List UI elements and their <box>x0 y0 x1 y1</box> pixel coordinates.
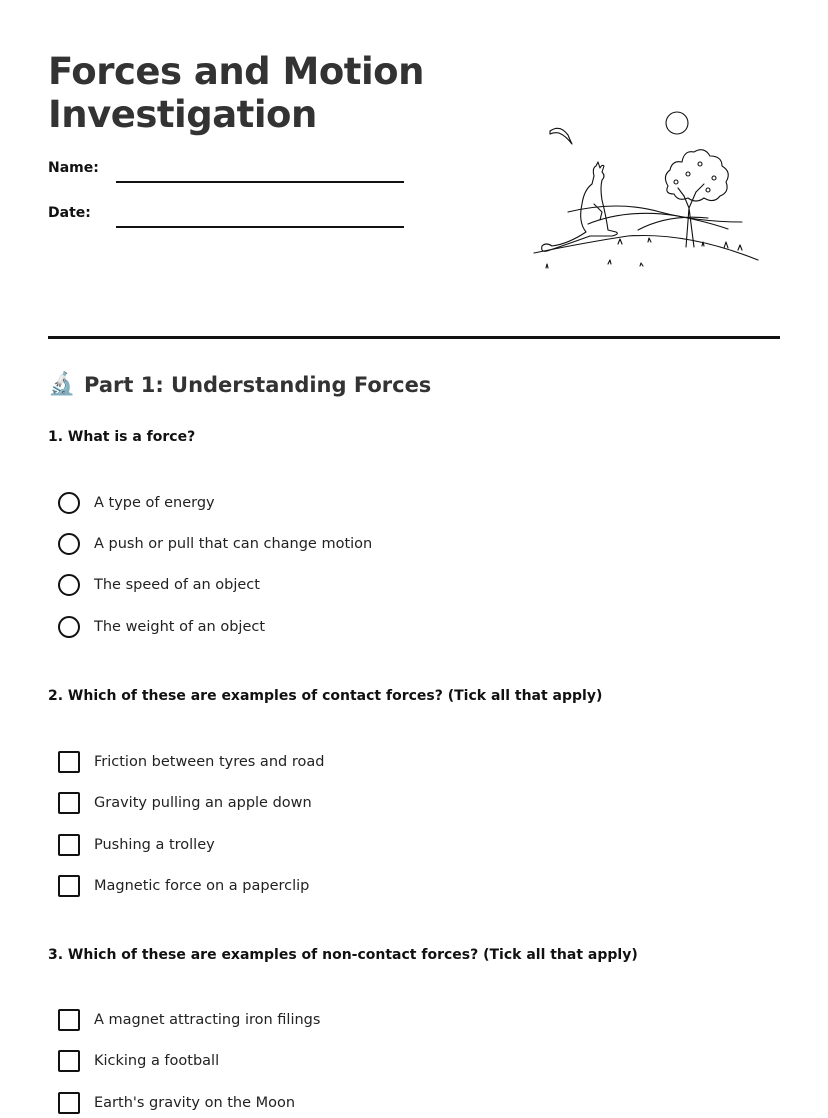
title-line-1: Forces and Motion <box>48 50 424 93</box>
name-line[interactable] <box>116 181 404 183</box>
radio-button[interactable] <box>58 616 80 638</box>
checkbox[interactable] <box>58 751 80 773</box>
question-2-option[interactable] <box>58 750 324 774</box>
kangaroo-landscape-illustration <box>528 104 764 274</box>
section-divider <box>48 336 780 339</box>
question-3-option[interactable] <box>58 1049 219 1073</box>
worksheet-title <box>48 50 424 136</box>
question-2-option[interactable] <box>58 791 312 815</box>
question-2-option[interactable] <box>58 833 215 857</box>
date-line[interactable] <box>116 226 404 228</box>
checkbox[interactable] <box>58 792 80 814</box>
question-3-option[interactable] <box>58 1091 295 1115</box>
option-label: The speed of an object <box>94 577 260 593</box>
option-label: Magnetic force on a paperclip <box>94 878 310 894</box>
question-2: 2. Which of these are examples of contact forces? (Tick all that apply) <box>48 688 603 704</box>
question-1-option[interactable] <box>58 532 372 556</box>
boomerang-icon <box>550 128 572 144</box>
option-label: Gravity pulling an apple down <box>94 795 312 811</box>
title-line-2: Investigation <box>48 93 317 136</box>
section-heading <box>48 372 431 397</box>
date-label: Date: <box>48 205 91 221</box>
question-3: 3. Which of these are examples of non-contact forces? (Tick all that apply) <box>48 947 638 963</box>
option-label: A type of energy <box>94 495 215 511</box>
option-label: A push or pull that can change motion <box>94 536 373 552</box>
checkbox[interactable] <box>58 834 80 856</box>
question-1: 1. What is a force? <box>48 429 196 445</box>
question-1-option[interactable] <box>58 615 265 639</box>
radio-button[interactable] <box>58 574 80 596</box>
question-2-option[interactable] <box>58 874 309 898</box>
checkbox[interactable] <box>58 875 80 897</box>
question-3-option[interactable] <box>58 1008 320 1032</box>
name-label: Name: <box>48 160 99 176</box>
checkbox[interactable] <box>58 1092 80 1114</box>
section-title-text: Part 1: Understanding Forces <box>84 372 432 397</box>
option-label: A magnet attracting iron filings <box>94 1012 321 1028</box>
radio-button[interactable] <box>58 492 80 514</box>
option-label: Friction between tyres and road <box>94 754 325 770</box>
radio-button[interactable] <box>58 533 80 555</box>
checkbox[interactable] <box>58 1009 80 1031</box>
option-label: The weight of an object <box>94 619 266 635</box>
option-label: Kicking a football <box>94 1053 220 1069</box>
question-1-option[interactable] <box>58 573 260 597</box>
question-1-option[interactable] <box>58 491 215 515</box>
option-label: Earth's gravity on the Moon <box>94 1095 296 1111</box>
option-label: Pushing a trolley <box>94 837 215 853</box>
checkbox[interactable] <box>58 1050 80 1072</box>
sun-icon <box>666 112 688 134</box>
microscope-icon: 🔬 <box>48 372 76 397</box>
